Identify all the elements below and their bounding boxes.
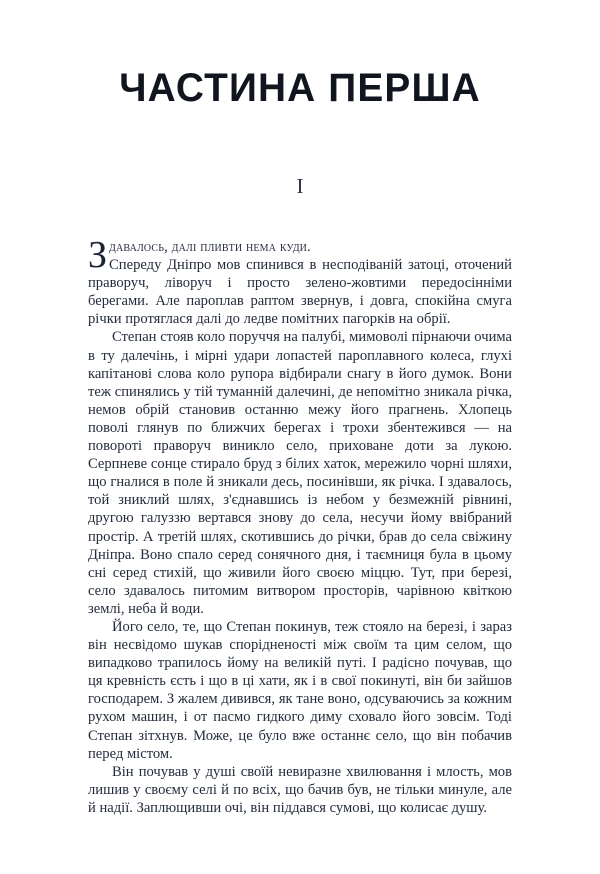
drop-cap: З [88,234,108,276]
paragraph-text: Він почував у душі своїй невиразне хвилювання і млость, мов лишив у своєму селі й по всіх, що бачив був, не тільки минуле, але й надії. Заплющивши очі, він піддався сумові, що колисає душу. [88,763,512,816]
paragraph-first [88,234,512,328]
paragraph [88,618,512,763]
first-line-smallcaps: давалось, далі пливти нема куди. [109,239,311,255]
paragraph-text: Його село, те, що Степан покинув, теж стояло на березі, і зараз він несвідомо шукав спорідненості між своїм та цим селом, що випадково трапилось йому на великій путі. І радісно почував, що ця кревність єсть і що в ці хати, як і в свої покинуті, він би зайшов господарем. З жалем дивився, як тане воно, одсуваючись за кожним рухом машин, і от пасмо гидкого диму сховало його зовсім. Тоді Степан зітхнув. Може, це було вже останнє село, що він побачив перед містом. [88,618,512,762]
chapter-number: I [296,174,304,198]
part-title: ЧАСТИНА ПЕРША [119,66,481,110]
paragraph [88,328,512,618]
paragraph [88,763,512,817]
paragraph-text: Степан стояв коло поруччя на палубі, мимоволі пірнаючи очима в ту далечінь, і мірні удари лопастей пароплавного колеса, глухі капітанові слова коло рупора відбирали снагу в його думок. Вони теж спинялись у тій туманній далечині, де непомітно зникала річка, немов обрій становив останню межу його прагнень. Хлопець поволі глянув по ближчих берегах і трохи збентежився — на повороті праворуч виникло село, приховане доти за лукою. Серпневе сонце стирало бруд з білих хаток, мережило чорні шляхи, що гналися в поле й зникали десь, посинівши, як річка. І здавалось, той зниклий шлях, з'єднавшись із небом у безмежній рівнині, другою галуззю вертався знову до села, несучи йому ввібраний простір. А третій шлях, скотившись до річки, брав до села свіжину Дніпра. Воно спало серед сонячного дня, і таємниця була в цьому сні серед стихій, що живили його своєю міццю. Тут, при березі, село здавалось питомим витвором просторів, чарівною квіткою землі, неба й води. [88,329,512,617]
paragraph-text: Спереду Дніпро мов спинився в несподіваній затоці, оточений праворуч, ліворуч і просто зелено-жовтими передосінніми берегами. Але пароплав раптом звернув, і довга, спокійна смуга річки протяглася далі до ледве помітних пагорків на обрії. [88,257,512,328]
body-text [88,234,512,817]
